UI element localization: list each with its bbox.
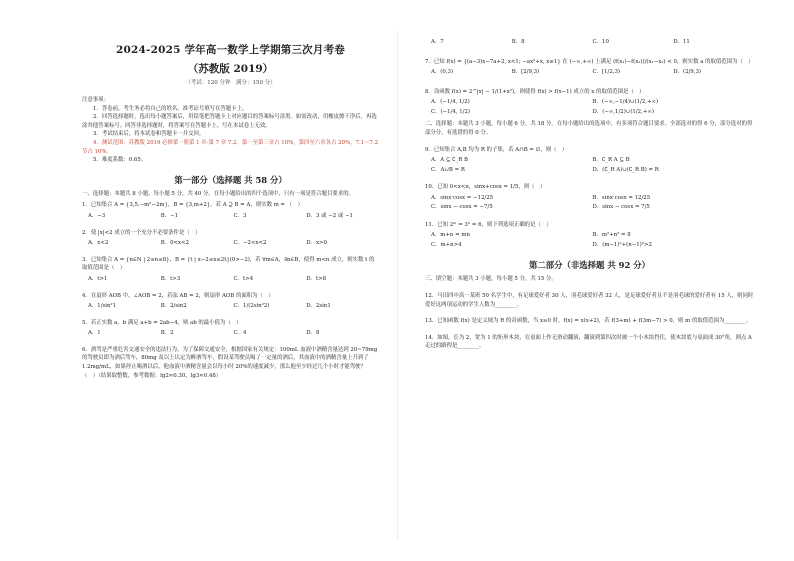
question-6: 6．酒驾是严重危害交通安全的违法行为，为了保障交通安全，根据国家有关规定：100mL 血液中酒精含量达到 20~79mg 的驾驶员即为酒后驾车，80mg 及以上认定为醉酒驾车，假设某驾驶员喝了一定量的酒后，其血液中的酒精含量上升到了 1.2mg/mL，如果停止喝酒以后，他血液中酒精含量会以每小时 20%的速度减少，那么他至少经过几个小时才能驾驶？（ ）（结果取整数，参考数据：lg2≈0.30，lg3≈0.48） (82, 346, 378, 379)
question-9: 9．已知集合 A,B 均为 R 的子集，若 A∩B = ∅，则（ ） (425, 146, 568, 153)
option: C．4 (233, 330, 247, 337)
option: D．(2/9,3) (673, 69, 701, 76)
option: C．t>4 (233, 275, 254, 282)
question-4-options (88, 302, 379, 311)
option: D．11 (673, 39, 690, 45)
option: D．(m−1)²+(n−1)²>2 (592, 241, 652, 248)
option: D．(∁_R A)∪(∁_R B) = R (592, 166, 659, 173)
option: A．1/sin²1 (88, 303, 117, 310)
option: C．10 (592, 39, 609, 45)
part2-heading: 第二部分（非选择题 共 92 分） (529, 260, 650, 271)
option: B．2/sin2 (160, 303, 187, 310)
option: D．3 或 −2 或 −1 (306, 212, 353, 219)
question-5: 5．若正实数 a，b 满足 a+b = 2ab−4，则 ab 的最小值为（ ） (82, 319, 242, 326)
note-2: 2．回答选择题时，选出每小题答案后，用铅笔把答题卡上对应题目的答案标号涂黑。如需改动，用橡皮擦干净后，再选涂其他答案标号。回答非选择题时，将答案写在答题卡上。写在本试卷上无效。 (82, 114, 377, 129)
option: A．m+n = mn (431, 232, 470, 239)
option: C．1/(2sin²2) (233, 303, 270, 310)
option: A．1 (88, 330, 101, 337)
question-10: 10．已知 0<x<π，sinx+cosx = 1/5，则（ ） (425, 184, 546, 191)
option: A．sinx·cosx = −12/25 (431, 194, 494, 201)
option: A．A ⊆ ∁_R B (431, 157, 468, 164)
notes-heading: 注意事项： (82, 97, 109, 103)
option: C．A∪B = R (431, 166, 465, 173)
option: A．(−1/4, 1/2) (431, 99, 470, 106)
question-4: 4．在扇形 AOB 中，∠AOB = 2，若弦 AB = 2，则扇形 AOB 的面积为（ ） (82, 292, 274, 299)
section2-intro: 二、选择题：本题共 3 小题，每小题 6 分，共 18 分。在每小题给出的选项中，有多项符合题目要求。全部选对的得 6 分，部分选对的得部分分，有选错的得 0 分。 (425, 121, 753, 136)
option: B．−1 (160, 212, 179, 219)
question-3-options (88, 275, 379, 284)
question-11: 11．已知 2ᵐ = 3ⁿ = 6，则下列选项正确的是（ ） (425, 221, 552, 228)
option: D．(−∞,1/2)∪(1/2,+∞) (592, 108, 654, 115)
option: A．(0,3) (431, 69, 454, 76)
question-9-options (431, 156, 754, 175)
option: C．sinx − cosx = −7/5 (431, 204, 493, 211)
question-5-options (88, 329, 379, 338)
right-page (397, 0, 794, 561)
question-8: 8．设函数 f(x) = 2^|x| − 1/(1+x²)，则使得 f(x) > f(x−1) 成立的 x 的取值范围是（ ） (425, 88, 645, 95)
option: C．3 (233, 212, 247, 219)
question-11-options (431, 231, 754, 250)
option: D．x>0 (306, 240, 327, 247)
option: C．−2<x<2 (233, 240, 267, 247)
question-10-options (431, 194, 754, 213)
question-13: 13．已知函数 f(x) 是定义域为 R 的奇函数，当 x≥0 时，f(x) = x(x+2)，若 f(3+m) + f(3m−7) > 0，则 m 的取值范围为________。 (425, 318, 752, 325)
option: D．8 (306, 330, 320, 337)
question-2-options (88, 239, 379, 248)
question-6-options (431, 38, 754, 47)
exam-meta: （考试：120 分钟 满分：150 分） (185, 80, 276, 86)
option: B．sinx·cosx = 12/25 (592, 194, 651, 201)
option: C．(−1/4, 1/2) (431, 108, 471, 115)
note-5: 5．难度系数：0.65。 (93, 157, 147, 164)
exam-title: 2024-2025 学年高一数学上学期第三次月考卷 (116, 44, 345, 56)
question-14: 14．如图，长为 2，宽为 1 的矩形木块，在桌面上作无滑动翻滚，翻滚到第四次时被一个小木块挡住，使木块底与桌面成 30°角，则点 A 走过的路程是________。 (425, 334, 752, 350)
option: A．7 (431, 39, 444, 45)
question-12: 12．马田四中高一某班 50 名学生中，有足球爱好者 30 人，羽毛球爱好者 32 人，是足球爱好者且不是羽毛球的爱好者有 15 人，则同时爱好这两项运动的学生人数为________。 (425, 292, 754, 308)
note-4: 4．测试范围：苏教版 2019 必修第一册第 1 章-第 7 章 7.2。第一至第三章占 10%，第四至六章各占 20%，7.1～7.2 节占 10%。 (82, 139, 378, 155)
option: B．2 (160, 330, 174, 337)
option: B．0<x<2 (160, 240, 190, 247)
option: D．t>8 (306, 275, 327, 282)
option: C．m+n>4 (431, 241, 462, 248)
question-2: 2．使 |x|<2 成立的一个充分不必要条件是（ ） (82, 229, 201, 236)
question-8-options (431, 98, 754, 117)
option: D．sinx − cosx = 7/5 (592, 204, 650, 211)
note-1: 1．答卷前，考生务必将自己的姓名、准考证号填写在答题卡上。 (93, 105, 248, 112)
option: B．t>3 (160, 275, 181, 282)
option: A．x<2 (88, 240, 109, 247)
question-1-options (88, 212, 379, 221)
question-7: 7．已知 f(x) = {(a−3)x−7a+2, x<1; −ax²+x, x≥1} 在 (−∞,+∞) 上满足 (f(x₁)−f(x₂))/(x₁−x₂) < 0，则实数 a 的取值范围为（ ） (425, 58, 754, 65)
part1-heading: 第一部分（选择题 共 58 分） (174, 174, 287, 185)
option: B．8 (511, 39, 525, 45)
question-1: 1．已知集合 A = {3,5,−m²−2m}，B = {3,m+2}，若 A ⊇ B = A，则实数 m = （ ） (82, 202, 303, 209)
section3-intro: 三、填空题：本题共 3 小题，每小题 5 分，共 15 分。 (425, 276, 557, 283)
exam-subtitle: （苏教版 2019） (187, 63, 274, 75)
note-3: 3．考试结束后，将本试卷和答题卡一并交回。 (93, 131, 205, 138)
option: D．2sin1 (306, 303, 331, 310)
option: B．∁_R A ⊆ B (592, 157, 630, 164)
question-3: 3．已知集合 A = {n∈N | 2≤n≤8}，B = {t | x−2≤x≤2t}(0>−2)，若 ∀m∈A，∃n∈B，使得 m<n 成立，则实数 t 的取值范围是（ ） (82, 256, 375, 272)
section1-intro: 一、选择题：本题共 8 小题，每小题 5 分，共 40 分。在每小题给出的四个选项中，只有一项是符合题目要求的。 (82, 190, 354, 197)
option: A．−3 (88, 212, 106, 219)
option: B．m²+n² = 8 (592, 232, 631, 239)
option: A．t>1 (88, 275, 108, 282)
option: B．(−∞,−1/4)∪(1/2,+∞) (592, 99, 659, 106)
option: C．[1/2,3) (592, 69, 621, 76)
option: B．[2/9,3) (511, 69, 540, 76)
question-7-options (431, 68, 754, 77)
